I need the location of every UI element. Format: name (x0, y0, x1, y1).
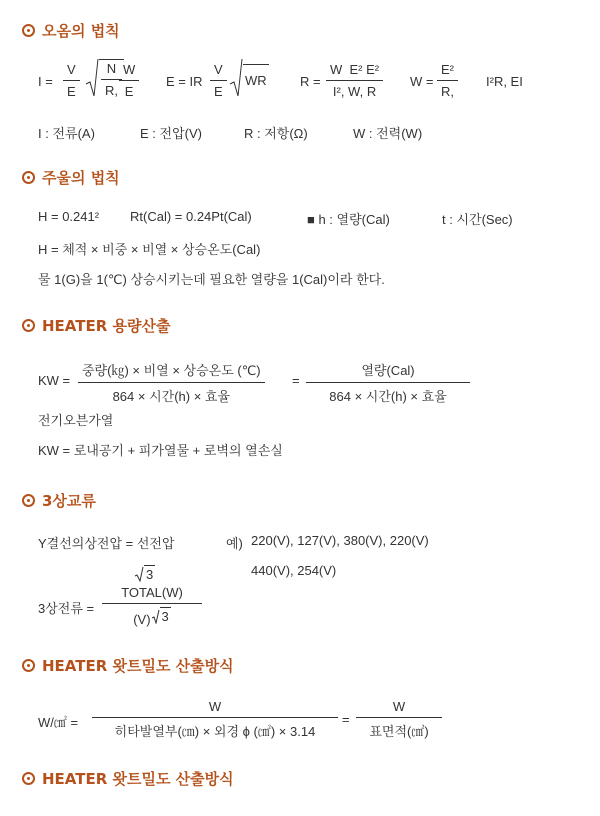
capacity-frac2 (306, 360, 470, 405)
frac-den: I², W, R (332, 84, 377, 99)
frac-num: 중량(㎏) × 비열 × 상승온도 (℃) (82, 363, 261, 378)
joule-line1-b: Rt(Cal) = 0.24Pt(Cal) (130, 209, 252, 224)
ohm-f2-lhs: E = IR (166, 74, 203, 89)
watt-frac1 (92, 699, 338, 740)
capacity-frac1 (78, 360, 265, 405)
frac-num (326, 62, 383, 80)
section-title-text: HEATER 용량산출 (42, 317, 171, 335)
capacity-sub: 전기오븐가열 (38, 413, 114, 428)
frac-den: 히타발열부(㎝) × 외경 ϕ (㎠) × 3.14 (114, 724, 316, 739)
3phase-example-1: 220(V), 127(V), 380(V), 220(V) (251, 533, 429, 548)
capacity-formula: KW = 로내공기 + 피가열물 + 로벽의 열손실 (38, 443, 283, 458)
frac-den: 표면적(㎠) (369, 724, 429, 739)
joule-line2: H = 체적 × 비중 × 비열 × 상승온도(Cal) (38, 242, 261, 257)
3phase-root3-top (134, 565, 155, 585)
ohm-f4-frac (437, 62, 458, 99)
f3-num-e: E² E² (349, 62, 380, 77)
capacity-lhs: KW = (38, 373, 71, 388)
sqrt-sign (134, 565, 155, 582)
joule-line1-d: t : 시간(Sec) (442, 212, 513, 227)
sqrt-sign (151, 607, 171, 624)
circle-bullet-icon (22, 24, 35, 37)
section-ohm-title (22, 20, 120, 41)
frac-den: E (67, 84, 76, 99)
frac-num: 열량(Cal) (361, 363, 415, 378)
circle-bullet-icon (22, 171, 35, 184)
frac-num: W (392, 699, 406, 714)
legend-power: W : 전력(W) (353, 126, 423, 141)
joule-line1-a: H = 0.241² (38, 209, 100, 224)
section-watt-density-title (22, 655, 234, 676)
section-joule-title (22, 167, 120, 188)
ohm-f2-root (229, 58, 269, 101)
den-prefix: (V) (133, 612, 151, 627)
frac-num: E² (441, 62, 454, 77)
joule-line1-c: ■ h : 열량(Cal) (307, 212, 390, 227)
frac-den: 864 × 시간(h) × 효율 (112, 389, 231, 404)
frac-den: E (214, 84, 223, 99)
legend-current: I : 전류(A) (38, 126, 95, 141)
frac-den: 864 × 시간(h) × 효율 (329, 389, 447, 404)
section-title-text: 3상교류 (42, 492, 96, 510)
circle-bullet-icon (22, 494, 35, 507)
ohm-f1-lhs: I = (38, 74, 53, 89)
ohm-f2-frac (210, 62, 227, 99)
section-title-text: 오옴의 법칙 (42, 22, 120, 40)
section-title-text: 주울의 법칙 (42, 169, 120, 187)
circle-bullet-icon (22, 659, 35, 672)
watt-eq: = (342, 712, 350, 727)
3phase-y-line: Y결선의상전압 = 선전압 (38, 536, 175, 551)
radicand: 3 (161, 609, 169, 624)
ohm-f5: I²R, EI (486, 74, 523, 89)
3phase-example-label: 예) (226, 536, 243, 551)
legend-voltage: E : 전압(V) (140, 126, 202, 141)
ohm-f1-frac (63, 62, 80, 99)
3phase-frac (102, 585, 202, 627)
radicand: 3 (146, 567, 154, 582)
ohm-f3-frac (326, 62, 383, 99)
frac-num: V (214, 62, 223, 77)
section-watt-density-title-2 (22, 768, 234, 789)
ohm-f4-lhs: W = (410, 74, 434, 89)
frac-num: V (67, 62, 76, 77)
frac-den: E (124, 84, 134, 99)
section-title-text: HEATER 왓트밀도 산출방식 (42, 657, 234, 675)
frac-num: W (123, 62, 136, 77)
circle-bullet-icon (22, 772, 35, 785)
frac-num: N (106, 61, 117, 76)
frac-den: R, (105, 83, 118, 98)
section-title-text: HEATER 왓트밀도 산출방식 (42, 770, 234, 788)
frac-num: TOTAL(W) (121, 585, 183, 600)
capacity-eq: = (292, 373, 300, 388)
3phase-lhs: 3상전류 = (38, 601, 95, 616)
f3-num-w: W (330, 62, 343, 77)
watt-lhs: W/㎠ = (38, 715, 79, 730)
radicand: WR (243, 64, 269, 98)
frac-den: R, (441, 84, 454, 99)
ohm-f1-frac2 (119, 62, 139, 99)
3phase-example-2: 440(V), 254(V) (251, 563, 337, 578)
sqrt-sign (229, 58, 269, 98)
frac-den (129, 604, 175, 627)
section-3phase-title (22, 490, 96, 511)
watt-frac2 (356, 699, 442, 740)
joule-line3: 물 1(G)을 1(℃) 상승시키는데 필요한 열량을 1(Cal)이라 한다. (38, 272, 385, 287)
ohm-f3-lhs: R = (300, 74, 321, 89)
section-heater-capacity-title (22, 315, 170, 336)
frac-num: W (208, 699, 222, 714)
circle-bullet-icon (22, 319, 35, 332)
legend-resistance: R : 저항(Ω) (244, 126, 308, 141)
